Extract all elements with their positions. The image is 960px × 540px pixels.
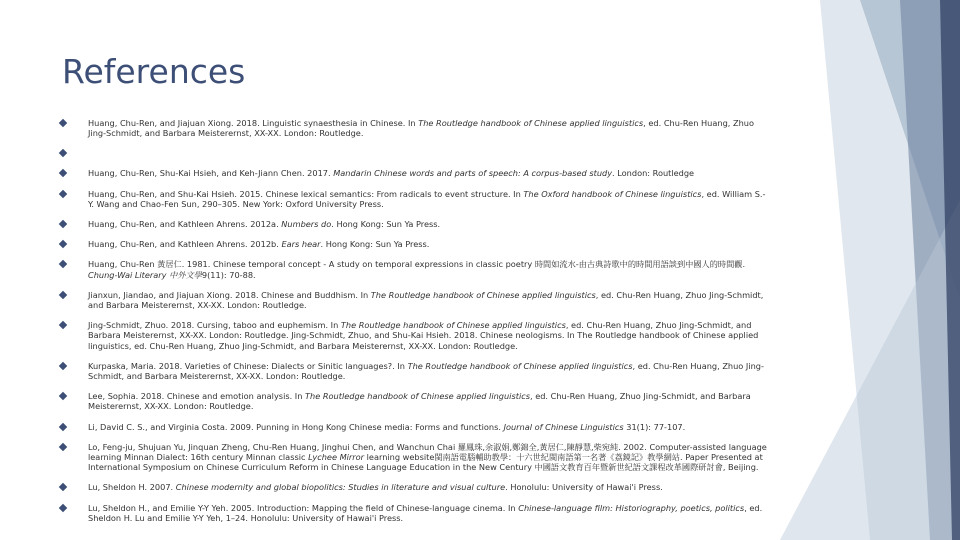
diamond-bullet-icon xyxy=(59,119,67,127)
diamond-bullet-icon xyxy=(59,422,67,430)
reference-item xyxy=(60,259,770,279)
diamond-bullet-icon xyxy=(59,291,67,299)
diamond-bullet-icon xyxy=(59,220,67,228)
reference-item xyxy=(60,320,770,351)
reference-title: The Routledge handbook of Chinese applied linguistics xyxy=(340,320,566,331)
reference-text: , ed. Chu-Ren Huang, Zhuo Jing-Schmidt, and Barbara Meisterernst, XX-XX. London: Routledge. Jing-Schmidt, Zhuo, and Shu-Kai Hsieh. 2018. Chinese neologisms. In The Routledge handbook of Chinese applied linguistics, ed. Chu-Ren Huang, Zhuo Jing-Schmidt, and Barbara Meisterernst, XX-XX. London: Routledge. xyxy=(88,320,759,351)
reference-text: , ed. Chu-Ren Huang, Zhuo Jing-Schmidt, and Barbara Meisterernst, XX-XX. London: Routledge. xyxy=(88,289,764,311)
diamond-bullet-icon xyxy=(59,260,67,268)
reference-text: Lo, Feng-ju, Shujuan Yu, Jinquan Zheng, Chu-Ren Huang, Jinghui Chen, and Wanchun Chai 羅鳳珠,余淑娟,鄭錦全,黃居仁,陳靜慧,柴宛純. 2002. Computer-assisted language learning Minnan Dialect: 16th century Minnan classic xyxy=(88,441,767,463)
diamond-bullet-icon xyxy=(59,169,67,177)
reference-text: Huang, Chu-Ren 黃居仁. 1981. Chinese temporal concept - A study on temporal expressions in classic poetry 時間如流水-由古典詩歌中的時間用語談到中國人的時間觀. xyxy=(88,259,746,270)
reference-text: 31(1): 77-107. xyxy=(623,421,686,432)
diamond-bullet-icon xyxy=(59,240,67,248)
reference-title: Journal of Chinese Linguistics xyxy=(503,421,624,432)
reference-text: , ed. Sheldon H. Lu and Emilie Y-Y Yeh, 1–24. Honolulu: University of Hawai'i Press. xyxy=(88,502,763,523)
reference-text: Huang, Chu-Ren, and Shu-Kai Hsieh. 2015. Chinese lexical semantics: From radicals to event structure. In xyxy=(88,188,524,199)
reference-text: , ed. William S.-Y. Wang and Chao-Fen Sun, 290–305. New York: Oxford University Press. xyxy=(88,188,766,209)
reference-text: Li, David C. S., and Virginia Costa. 2009. Punning in Hong Kong Chinese media: Forms and functions. xyxy=(88,421,504,432)
reference-item xyxy=(60,503,770,523)
reference-title: Chung-Wai Literary 中外文學 xyxy=(88,269,202,280)
diamond-bullet-icon xyxy=(59,443,67,451)
reference-text: learning website閩南語電腦輔助教學：十六世紀閩南語第一名著《荔鏡記》教學網站. Paper Presented at International Symposium on Chinese Curriculum Reform in Chinese Language Education in the New Century 中國語文教育百年暨新世紀語文課程改革國際研討會, Beijing. xyxy=(88,452,763,473)
diamond-bullet-icon xyxy=(59,362,67,370)
reference-list xyxy=(60,118,770,533)
diamond-bullet-icon xyxy=(59,149,67,157)
reference-text: , ed. Chu-Ren Huang, Zhuo Jing-Schmidt, and Barbara Meisterernst, XX-XX. London: Routledge. xyxy=(88,391,751,412)
reference-title: Chinese modernity and global biopolitics: Studies in literature and visual culture xyxy=(175,482,506,493)
reference-title: Numbers do xyxy=(281,219,332,230)
reference-text: Lee, Sophia. 2018. Chinese and emotion analysis. In xyxy=(88,391,306,402)
reference-item xyxy=(60,239,770,249)
diamond-bullet-icon xyxy=(59,483,67,491)
reference-text: 9(11): 70-88. xyxy=(201,269,256,280)
reference-title: The Routledge handbook of Chinese applied linguistics xyxy=(370,289,596,300)
diamond-bullet-icon xyxy=(59,503,67,511)
reference-item xyxy=(60,168,770,178)
reference-item xyxy=(60,290,770,310)
reference-text: Jing-Schmidt, Zhuo. 2018. Cursing, taboo and euphemism. In xyxy=(88,320,341,331)
reference-text: Huang, Chu-Ren, and Jiajuan Xiong. 2018. Linguistic synaesthesia in Chinese. In xyxy=(88,118,419,128)
diamond-bullet-icon xyxy=(59,321,67,329)
reference-title: Ears hear xyxy=(281,239,321,250)
diamond-bullet-icon xyxy=(59,189,67,197)
page-title: References xyxy=(62,52,246,91)
reference-text: Kurpaska, Maria. 2018. Varieties of Chinese: Dialects or Sinitic languages?. In xyxy=(88,360,408,371)
reference-title: The Oxford handbook of Chinese linguistics xyxy=(523,188,702,199)
reference-title: Chinese-language film: Historiography, poetics, politics xyxy=(518,502,745,513)
reference-text: Huang, Chu-Ren, and Kathleen Ahrens. 2012b. xyxy=(88,239,282,250)
reference-item xyxy=(60,189,770,209)
reference-text: , ed. Chu-Ren Huang, Zhuo Jing-Schmidt, and Barbara Meisterernst, XX-XX. London: Routledge. xyxy=(88,118,754,139)
reference-text: . London: Routledge xyxy=(612,168,695,179)
reference-item xyxy=(60,148,770,158)
reference-text: Jianxun, Jiandao, and Jiajuan Xiong. 2018. Chinese and Buddhism. In xyxy=(88,289,371,300)
reference-title: The Routledge handbook of Chinese applied linguistics xyxy=(418,118,644,128)
reference-title: Lychee Mirror xyxy=(308,452,365,463)
reference-title: Mandarin Chinese words and parts of speech: A corpus-based study xyxy=(333,168,613,179)
reference-text: . Honolulu: University of Hawai'i Press. xyxy=(505,482,663,493)
reference-title: The Routledge handbook of Chinese applied linguistics xyxy=(305,391,530,402)
reference-text: Huang, Chu-Ren, and Kathleen Ahrens. 2012a. xyxy=(88,219,282,230)
reference-item xyxy=(60,442,770,473)
reference-text: Huang, Chu-Ren, Shu-Kai Hsieh, and Keh-Jiann Chen. 2017. xyxy=(88,168,334,179)
reference-item xyxy=(60,118,770,138)
reference-title: The Routledge handbook of Chinese applied linguistics xyxy=(407,360,633,371)
reference-text: . Hong Kong: Sun Ya Press. xyxy=(320,239,430,250)
reference-text: . Hong Kong: Sun Ya Press. xyxy=(331,219,441,230)
reference-text: Lu, Sheldon H. 2007. xyxy=(88,482,176,493)
reference-item xyxy=(60,422,770,432)
reference-item xyxy=(60,482,770,492)
reference-text: , ed. Chu-Ren Huang, Zhuo Jing-Schmidt, and Barbara Meisterernst, XX-XX. London: Routledge. xyxy=(88,360,764,382)
reference-text: Lu, Sheldon H., and Emilie Y-Y Yeh. 2005. Introduction: Mapping the field of Chinese-language cinema. In xyxy=(88,502,519,513)
reference-item xyxy=(60,391,770,411)
reference-item xyxy=(60,219,770,229)
reference-item xyxy=(60,361,770,381)
diamond-bullet-icon xyxy=(59,392,67,400)
